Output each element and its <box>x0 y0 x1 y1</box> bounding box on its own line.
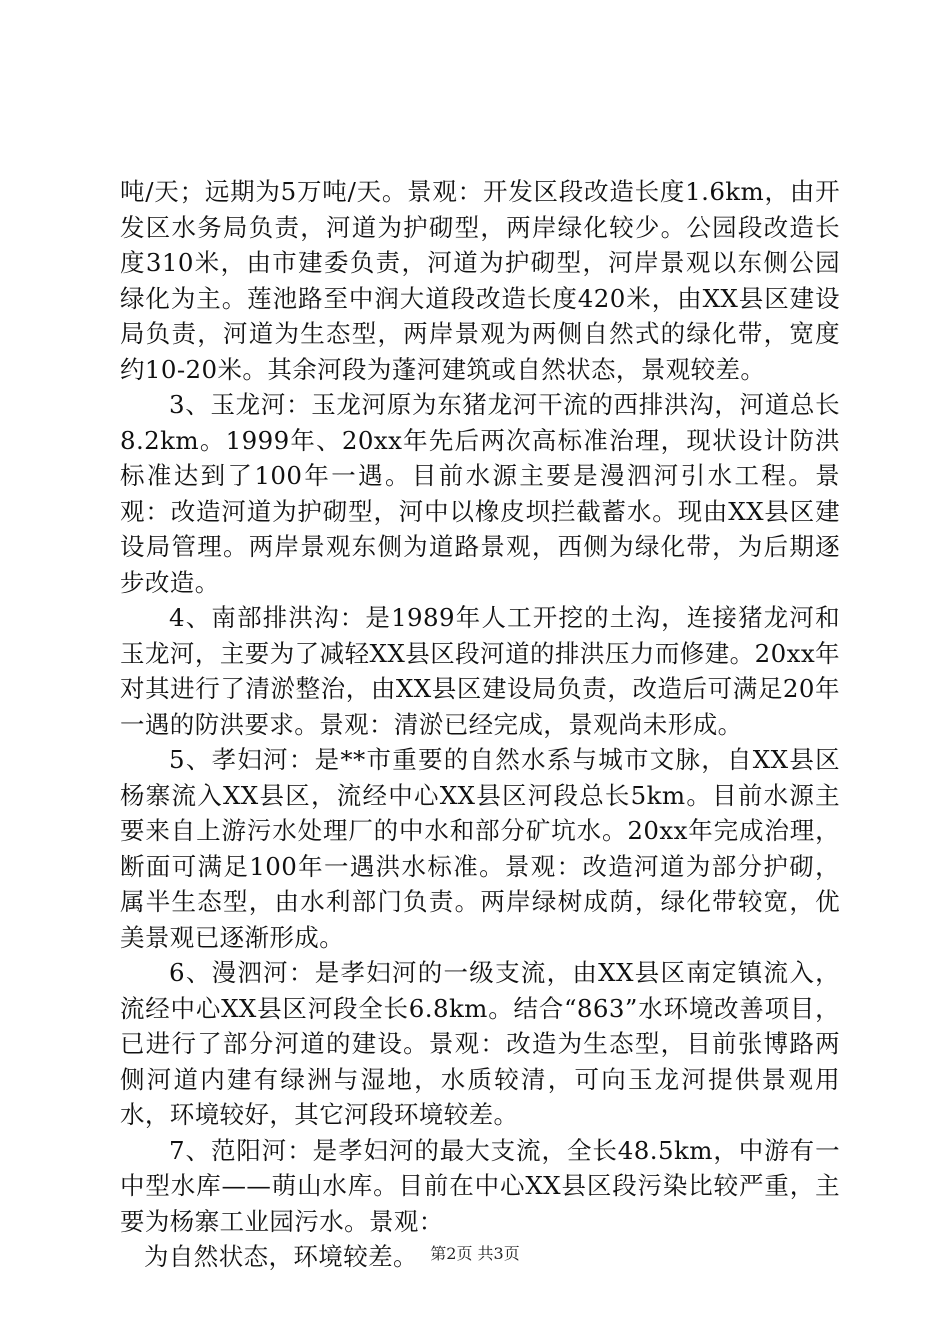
paragraph-mansi-river: 6、漫泗河：是孝妇河的一级支流，由XX县区南定镇流入，流经中心XX县区河段全长6.8km。结合“863”水环境改善项目，已进行了部分河道的建设。景观：改造为生态型，目前张博路两侧河道内建有绿洲与湿地，水质较清，可向玉龙河提供景观用水，环境较好，其它河段环境较差。 <box>120 958 840 1129</box>
page-footer: 第2页 共3页 <box>430 1244 520 1263</box>
body-text <box>120 174 840 1275</box>
paragraph-fanyang-river-tail: 为自然状态，环境较差。 <box>144 1242 418 1271</box>
paragraph-south-flood-channel: 4、南部排洪沟：是1989年人工开挖的土沟，连接猪龙河和玉龙河，主要为了减轻XX县区段河道的排洪压力而修建。20xx年对其进行了清淤整治，由XX县区建设局负责，改造后可满足20年一遇的防洪要求。景观：清淤已经完成，景观尚未形成。 <box>120 603 840 739</box>
paragraph-xiaofu-river: 5、孝妇河：是**市重要的自然水系与城市文脉，自XX县区杨寨流入XX县区，流经中心XX县区河段总长5km。目前水源主要来自上游污水处理厂的中水和部分矿坑水。20xx年完成治理，断面可满足100年一遇洪水标准。景观：改造河道为部分护砌，属半生态型，由水利部门负责。两岸绿树成荫，绿化带较宽，优美景观已逐渐形成。 <box>120 745 840 952</box>
paragraph-continuation: 吨/天；远期为5万吨/天。景观：开发区段改造长度1.6km，由开发区水务局负责，河道为护砌型，两岸绿化较少。公园段改造长度310米，由市建委负责，河道为护砌型，河岸景观以东侧公园绿化为主。莲池路至中润大道段改造长度420米，由XX县区建设局负责，河道为生态型，两岸景观为两侧自然式的绿化带，宽度约10-20米。其余河段为蓬河建筑或自然状态，景观较差。 <box>120 177 840 384</box>
paragraph-fanyang-river: 7、范阳河：是孝妇河的最大支流，全长48.5km，中游有一中型水库——萌山水库。目前在中心XX县区段污染比较严重，主要为杨寨工业园污水。景观： <box>120 1135 840 1236</box>
paragraph-yulong-river: 3、玉龙河：玉龙河原为东猪龙河干流的西排洪沟，河道总长8.2km。1999年、20xx年先后两次高标准治理，现状设计防洪标准达到了100年一遇。目前水源主要是漫泗河引水工程。景观：改造河道为护砌型，河中以橡皮坝拦截蓄水。现由XX县区建设局管理。两岸景观东侧为道路景观，西侧为绿化带，为后期逐步改造。 <box>120 390 840 597</box>
